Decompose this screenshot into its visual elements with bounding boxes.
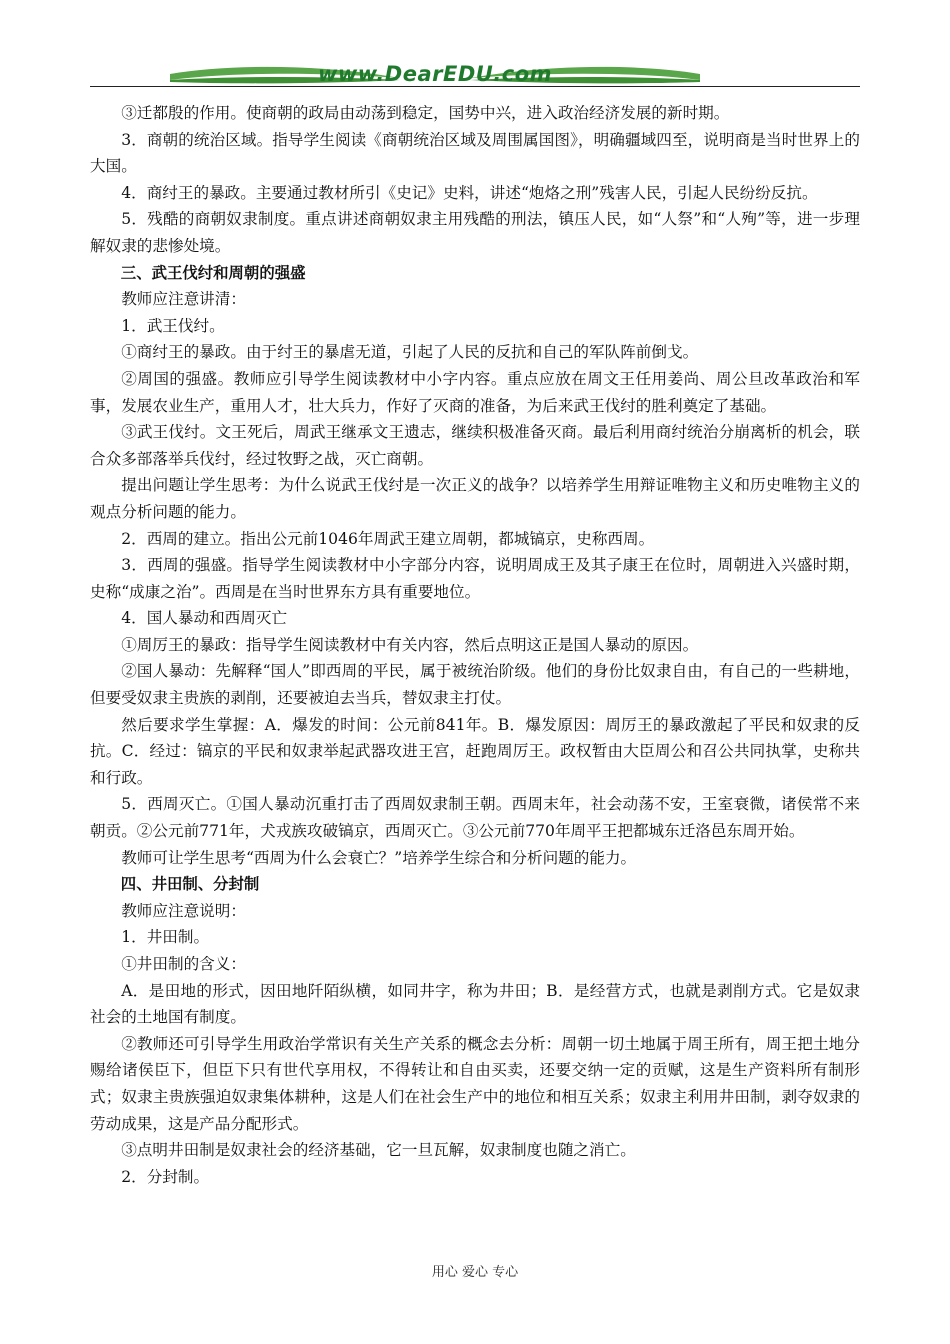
paragraph: 4．商纣王的暴政。主要通过教材所引《史记》史料，讲述“炮烙之刑”残害人民，引起人民纷纷反抗。 (121, 183, 818, 202)
paragraph: ①商纣王的暴政。由于纣王的暴虐无道，引起了人民的反抗和自己的军队阵前倒戈。 (121, 343, 699, 362)
document-body (90, 100, 860, 1190)
paragraph: 然后要求学生掌握：A．爆发的时间：公元前841年。B．爆发原因：周厉王的暴政激起了平民和奴隶的反抗。C．经过：镐京的平民和奴隶举起武器攻进王宫，赶跑周厉王。政权暂由大臣周公和召公共同执掌，史称共和行政。 (90, 715, 860, 787)
header-rule (90, 86, 860, 87)
section-heading: 四、井田制、分封制 (120, 875, 260, 894)
paragraph: 5．残酷的商朝奴隶制度。重点讲述商朝奴隶主用残酷的刑法，镇压人民，如“人祭”和“人殉”等，进一步理解奴隶的悲惨处境。 (90, 210, 860, 255)
paragraph: ②国人暴动：先解释“国人”即西周的平民，属于被统治阶级。他们的身份比奴隶自由，有自己的一些耕地，但要受奴隶主贵族的剥削，还要被迫去当兵，替奴隶主打仗。 (90, 662, 860, 708)
paragraph: 教师应注意说明： (121, 901, 246, 920)
paragraph: ②教师还可引导学生用政治学常识有关生产关系的概念去分析：周朝一切土地属于周王所有，周王把土地分赐给诸侯臣下，但臣下只有世代享用权，不得转让和自由买卖，还要交纳一定的贡赋，这是生产资料所有制形式；奴隶主贵族强迫奴隶集体耕种，这是人们在社会生产中的地位和相互关系；奴隶主利用井田制，剥夺奴隶的劳动成果，这是产品分配形式。 (90, 1034, 860, 1133)
paragraph: ③武王伐纣。文王死后，周武王继承文王遗志，继续积极准备灭商。最后利用商纣统治分崩离析的机会，联合众多部落举兵伐纣，经过牧野之战，灭亡商朝。 (90, 423, 860, 468)
paragraph: ②周国的强盛。教师应引导学生阅读教材中小字内容。重点应放在周文王任用姜尚、周公旦改革政治和军事，发展农业生产，重用人才，壮大兵力，作好了灭商的准备，为后来武王伐纣的胜利奠定了基础。 (90, 369, 860, 415)
paragraph: ①井田制的含义： (121, 955, 246, 973)
page-footer: 用心 爱心 专心 (431, 1265, 519, 1280)
paragraph: 2．分封制。 (121, 1167, 210, 1186)
paragraph: 3．商朝的统治区域。指导学生阅读《商朝统治区域及周围属国图》，明确疆域四至，说明商是当时世界上的大国。 (90, 130, 860, 176)
paragraph: 5．西周灭亡。①国人暴动沉重打击了西周奴隶制王朝。西周末年，社会动荡不安，王室衰微，诸侯常不来朝贡。②公元前771年，犬戎族攻破镐京，西周灭亡。③公元前770年周平王把都城东迁洛邑东周开始。 (90, 795, 860, 841)
paragraph: 1．武王伐纣。 (121, 316, 225, 335)
paragraph: A．是田地的形式，因田地阡陌纵横，如同井字，称为井田；B．是经营方式，也就是剥削方式。它是奴隶社会的土地国有制度。 (90, 981, 860, 1027)
section-heading: 三、武王伐纣和周朝的强盛 (120, 263, 306, 282)
paragraph: 提出问题让学生思考：为什么说武王伐纣是一次正义的战争？以培养学生用辩证唯物主义和历史唯物主义的观点分析问题的能力。 (90, 476, 860, 521)
paragraph: 教师应注意讲清： (121, 290, 246, 309)
paragraph: ①周厉王的暴政：指导学生阅读教材中有关内容，然后点明这正是国人暴动的原因。 (121, 635, 699, 654)
paragraph: 4．国人暴动和西周灭亡 (121, 609, 288, 628)
site-logo (170, 62, 700, 94)
site-name: www.DearEDU.com (317, 62, 553, 86)
paragraph: 教师可让学生思考“西周为什么会衰亡？”培养学生综合和分析问题的能力。 (121, 848, 637, 867)
paragraph: ③迁都殷的作用。使商朝的政局由动荡到稳定，国势中兴，进入政治经济发展的新时期。 (121, 104, 730, 122)
paragraph: 3．西周的强盛。指导学生阅读教材中小字部分内容，说明周成王及其子康王在位时，周朝进入兴盛时期，史称“成康之治”。西周是在当时世界东方具有重要地位。 (90, 556, 860, 601)
paragraph: 2．西周的建立。指出公元前1046年周武王建立周朝，都城镐京，史称西周。 (121, 529, 655, 548)
paragraph: 1．井田制。 (121, 928, 210, 947)
paragraph: ③点明井田制是奴隶社会的经济基础，它一旦瓦解，奴隶制度也随之消亡。 (121, 1141, 636, 1160)
